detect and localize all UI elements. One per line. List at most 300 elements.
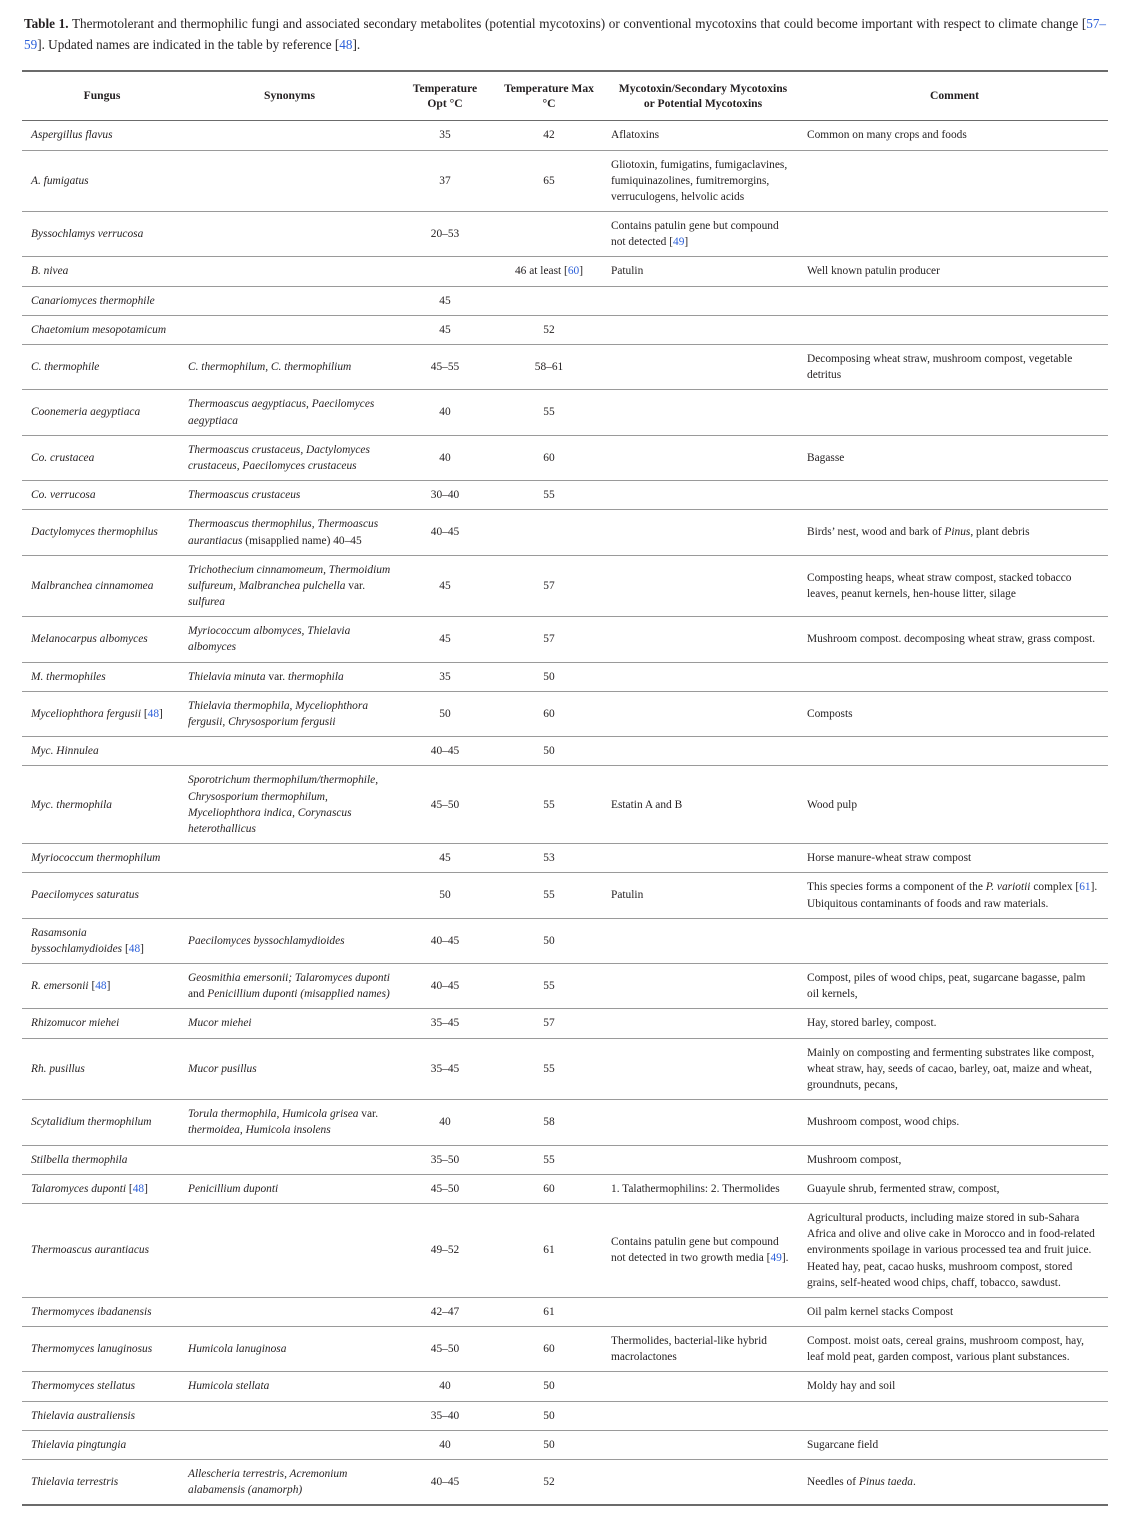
cell-synonyms [182,1401,397,1430]
comment-text-end: , plant debris [970,526,1030,539]
cell-comment [801,964,1108,1009]
cell-temperature-max [493,212,605,257]
cell-temperature-max [493,1430,605,1459]
comment-species-name: Pinus taeda [858,1476,913,1489]
cell-mycotoxin [605,1100,801,1145]
cell-comment [801,257,1108,286]
cell-temperature-opt [397,1372,493,1401]
cell-temperature-opt [397,435,493,480]
cell-fungus [22,121,182,150]
cell-temperature-opt [397,1297,493,1326]
fungus-name: R. emersonii [31,980,92,993]
cell-comment [801,510,1108,555]
cell-temperature-max [493,873,605,918]
temperature-max-value: 55 [543,1153,555,1166]
column-header-temperature-opt-line2: Opt °C [427,97,463,111]
cell-synonyms [182,1009,397,1038]
fungus-ref-close: ] [106,980,111,993]
fungus-name: Chaetomium mesopotamicum [31,323,167,336]
cell-fungus [22,481,182,510]
cell-temperature-max [493,617,605,662]
fungus-name: Stilbella thermophila [31,1153,128,1166]
comment-text: Sugarcane field [807,1438,879,1451]
cell-synonyms [182,390,397,435]
cell-temperature-opt [397,844,493,873]
cell-temperature-max [493,1401,605,1430]
temperature-max-value: 50 [543,934,555,947]
temperature-max-value: 58–61 [534,361,564,374]
table-caption-label: Table 1. [24,16,69,31]
cell-temperature-max [493,691,605,736]
fungus-name: Talaromyces duponti [31,1182,129,1195]
temperature-max-value: 50 [543,745,555,758]
cell-comment [801,345,1108,390]
cell-temperature-max [493,390,605,435]
cell-temperature-max [493,257,605,286]
cell-fungus [22,1145,182,1174]
fungus-name: Thermomyces lanuginosus [31,1343,153,1356]
temperature-max-value: 50 [543,1380,555,1393]
cell-comment [801,1100,1108,1145]
cell-mycotoxin [605,1145,801,1174]
cell-fungus [22,435,182,480]
fungus-name: Thielavia pingtungia [31,1438,127,1451]
synonym-text: Thermoascus crustaceus, Dactylomyces crustaceus, Paecilomyces crustaceus [188,443,370,472]
cell-mycotoxin [605,212,801,257]
cell-synonyms [182,1145,397,1174]
mycotoxin-text: Contains patulin gene but compound not detected [ [611,220,779,249]
cell-temperature-opt [397,286,493,315]
cell-synonyms [182,766,397,844]
cell-synonyms [182,1174,397,1203]
synonym-part-3: sulfurea [188,596,225,609]
cell-synonyms [182,555,397,617]
caption-reference-57-59[interactable]: 57–59 [24,16,1106,52]
temperature-opt-value: 45–55 [430,361,460,374]
fungus-name: Thermomyces stellatus [31,1380,136,1393]
cell-comment [801,617,1108,662]
temperature-opt-value: 45 [439,852,451,865]
cell-temperature-opt [397,737,493,766]
temperature-opt-value: 35 [439,129,451,142]
cell-temperature-opt [397,873,493,918]
fungus-name: Thermomyces ibadanensis [31,1305,152,1318]
temperature-max-value: 55 [543,798,555,811]
cell-temperature-opt [397,1145,493,1174]
synonym-text: C. thermophilum, C. thermophilium [188,361,352,374]
cell-temperature-opt [397,121,493,150]
mycotoxin-text: Thermolides, bacterial-like hybrid macrolactones [611,1335,767,1364]
column-header-mycotoxin [605,71,801,121]
table-row [22,844,1108,873]
cell-temperature-opt [397,1174,493,1203]
fungus-name: Thielavia australiensis [31,1409,136,1422]
comment-text: Mushroom compost, wood chips. [807,1116,960,1129]
table-row [22,1372,1108,1401]
cell-comment [801,844,1108,873]
temperature-max-value: 46 at least [ [514,265,568,278]
table-row [22,1430,1108,1459]
cell-temperature-max [493,1145,605,1174]
comment-text: Needles of [807,1476,859,1489]
table-row [22,1203,1108,1297]
synonym-text: Paecilomyces byssochlamydioides [188,934,345,947]
cell-fungus [22,1297,182,1326]
cell-mycotoxin [605,1038,801,1100]
cell-mycotoxin [605,510,801,555]
fungus-ref-close: ] [159,707,163,720]
table-row [22,1174,1108,1203]
table-header [22,71,1108,121]
temperature-max-value: 55 [543,889,555,902]
comment-text: Decomposing wheat straw, mushroom compost, vegetable detritus [807,353,1073,382]
synonym-text: Myriococcum albomyces, Thielavia albomyces [188,625,351,654]
cell-synonyms [182,315,397,344]
cell-comment [801,555,1108,617]
fungus-name: A. fumigatus [31,174,89,187]
cell-temperature-opt [397,918,493,963]
comment-text: This species forms a component of the [807,881,986,894]
cell-fungus [22,1174,182,1203]
fungus-name: M. thermophiles [31,670,106,683]
cell-mycotoxin [605,1460,801,1506]
table-row [22,315,1108,344]
synonym-text: Humicola lanuginosa [188,1343,287,1356]
synonym-part-3: Penicillium duponti (misapplied names) [207,988,390,1001]
table-row [22,1038,1108,1100]
table-row [22,1297,1108,1326]
fungus-reference[interactable]: 48 [95,980,107,993]
temperature-max-value: 57 [543,579,555,592]
fungus-ref-open: [ [124,942,129,955]
cell-fungus [22,617,182,662]
fungus-name: Dactylomyces thermophilus [31,526,158,539]
cell-mycotoxin [605,390,801,435]
cell-fungus [22,1430,182,1459]
column-header-comment: Comment [930,89,979,103]
cell-fungus [22,345,182,390]
fungus-name: Coonemeria aegyptiaca [31,406,141,419]
cell-fungus [22,844,182,873]
cell-mycotoxin [605,873,801,918]
cell-synonyms [182,662,397,691]
cell-mycotoxin [605,662,801,691]
cell-synonyms [182,1430,397,1459]
column-header-synonyms: Synonyms [264,89,315,103]
cell-mycotoxin [605,555,801,617]
temperature-max-value: 55 [543,980,555,993]
cell-fungus [22,1203,182,1297]
table-row [22,1460,1108,1506]
fungus-ref-close: ] [144,1182,148,1195]
cell-mycotoxin [605,286,801,315]
cell-fungus [22,315,182,344]
comment-text: Horse manure-wheat straw compost [807,852,972,865]
table-body [22,121,1108,1506]
fungus-name: Myc. Hinnulea [31,745,99,758]
cell-mycotoxin [605,345,801,390]
column-header-fungus: Fungus [83,89,121,103]
mycotoxin-text: Patulin [611,889,644,902]
cell-comment [801,121,1108,150]
table-row [22,662,1108,691]
temperature-opt-value: 30–40 [430,489,460,502]
cell-synonyms [182,1372,397,1401]
mycotoxin-text: Gliotoxin, fumigatins, fumigaclavines, fumiquinazolines, fumitremorgins, verruculogens, helvolic acids [611,158,788,203]
temperature-max-value: 42 [543,129,555,142]
temperature-opt-value: 45–50 [430,1182,460,1195]
temperature-opt-value: 37 [439,174,451,187]
cell-mycotoxin [605,844,801,873]
temperature-opt-value: 35–50 [430,1153,460,1166]
cell-mycotoxin [605,737,801,766]
cell-temperature-opt [397,1327,493,1372]
comment-text: Composts [807,707,853,720]
temperature-opt-value: 45–50 [430,1343,460,1356]
table-caption-text-3: ]. [352,36,361,52]
column-header-temperature-opt-line1: Temperature [412,81,478,95]
temperature-opt-value: 45 [439,633,451,646]
table-row [22,1100,1108,1145]
comment-text: Oil palm kernel stacks Compost [807,1305,954,1318]
cell-comment [801,435,1108,480]
fungus-reference[interactable]: 48 [128,942,141,955]
cell-mycotoxin [605,1372,801,1401]
comment-text-mid: complex [ [1030,881,1080,894]
comment-text-end: ]. Ubiquitous contaminants of foods and raw materials. [807,881,1098,910]
caption-reference-48[interactable]: 48 [339,36,353,52]
temperature-max-reference[interactable]: 60 [567,265,580,278]
cell-temperature-max [493,1203,605,1297]
comment-reference[interactable]: 61 [1079,881,1091,894]
cell-temperature-max [493,1174,605,1203]
temperature-max-value: 52 [543,323,555,336]
cell-fungus [22,873,182,918]
cell-temperature-opt [397,555,493,617]
cell-temperature-opt [397,1401,493,1430]
header-row [22,71,1108,121]
cell-temperature-max [493,510,605,555]
cell-fungus [22,1038,182,1100]
cell-temperature-max [493,918,605,963]
cell-temperature-opt [397,150,493,212]
table-row [22,286,1108,315]
cell-comment [801,212,1108,257]
cell-synonyms [182,691,397,736]
cell-temperature-opt [397,617,493,662]
table-row [22,617,1108,662]
temperature-opt-value: 40 [439,406,451,419]
temperature-max-value: 60 [543,451,555,464]
cell-comment [801,1203,1108,1297]
temperature-max-value: 60 [543,1182,555,1195]
cell-temperature-opt [397,1430,493,1459]
cell-mycotoxin [605,617,801,662]
cell-synonyms [182,150,397,212]
cell-comment [801,1430,1108,1459]
cell-mycotoxin [605,1297,801,1326]
comment-text: Moldy hay and soil [807,1380,896,1393]
synonym-part-2: var. [361,1108,379,1121]
cell-temperature-max [493,844,605,873]
cell-mycotoxin [605,1009,801,1038]
synonym-part-1: Geosmithia emersonii; Talaromyces duponti [188,972,390,985]
cell-temperature-opt [397,1100,493,1145]
cell-synonyms [182,737,397,766]
cell-temperature-opt [397,1009,493,1038]
synonym-part-3: thermoidea, Humicola insolens [188,1124,331,1137]
cell-synonyms [182,1038,397,1100]
comment-text: Bagasse [807,451,845,464]
synonym-part-1: Trichothecium cinnamomeum, Thermoidium sulfureum, Malbranchea pulchella [188,563,391,592]
cell-mycotoxin [605,121,801,150]
mycotoxin-text: Patulin [611,265,644,278]
table-row [22,918,1108,963]
cell-comment [801,1174,1108,1203]
temperature-max-suffix: ] [579,265,583,278]
cell-temperature-max [493,121,605,150]
cell-mycotoxin [605,1327,801,1372]
synonym-part-2: and [188,988,208,1001]
cell-temperature-max [493,662,605,691]
synonym-part-2: var. [268,670,288,683]
mycotoxin-suffix: ] [684,236,689,249]
mycotoxin-reference[interactable]: 49 [673,236,685,249]
mycotoxin-reference[interactable]: 49 [770,1252,782,1265]
cell-temperature-max [493,345,605,390]
cell-synonyms [182,435,397,480]
temperature-opt-value: 35 [439,670,451,683]
cell-fungus [22,918,182,963]
synonym-part-2: var. [348,579,366,592]
cell-mycotoxin [605,315,801,344]
table-row [22,1145,1108,1174]
table-row [22,1401,1108,1430]
cell-synonyms [182,257,397,286]
cell-mycotoxin [605,481,801,510]
cell-temperature-opt [397,964,493,1009]
cell-synonyms [182,286,397,315]
comment-text: Agricultural products, including maize stored in sub-Sahara Africa and olive and olive cake in Morocco and in food-related environments spoilage in various processed tea and fruit juice. Heated hay, peat, cacao husks, mushroom compost, stored grains, self-heated wood chips, chaff, tobacco, sawdust. [807,1211,1095,1289]
temperature-max-value: 50 [543,1409,555,1422]
temperature-max-value: 53 [543,852,555,865]
cell-fungus [22,1401,182,1430]
cell-fungus [22,964,182,1009]
synonym-text: Mucor pusillus [188,1062,257,1075]
fungus-name: Canariomyces thermophile [31,294,155,307]
cell-synonyms [182,212,397,257]
cell-mycotoxin [605,257,801,286]
cell-fungus [22,662,182,691]
temperature-max-value: 52 [543,1476,555,1489]
synonym-text: Thielavia thermophila, Myceliophthora fergusii, Chrysosporium fergusii [188,699,369,728]
table-row [22,1327,1108,1372]
comment-text: Guayule shrub, fermented straw, compost, [807,1182,1000,1195]
cell-fungus [22,286,182,315]
synonym-text: Penicillium duponti [188,1182,279,1195]
temperature-max-value: 60 [543,707,555,720]
synonym-part-1: Allescheria terrestris, Acremonium alabamensis (anamorph) [188,1468,348,1497]
synonym-text: Mucor miehei [188,1017,252,1030]
cell-mycotoxin [605,150,801,212]
table-caption-text-2: ]. Updated names are indicated in the table by reference [ [37,36,340,52]
fungus-name: Myriococcum thermophilum [31,852,161,865]
cell-comment [801,390,1108,435]
cell-temperature-max [493,737,605,766]
cell-synonyms [182,1297,397,1326]
cell-synonyms [182,510,397,555]
cell-temperature-max [493,1460,605,1506]
table-row [22,150,1108,212]
temperature-max-value: 55 [543,489,555,502]
cell-fungus [22,1327,182,1372]
comment-text: Mainly on composting and fermenting substrates like compost, wheat straw, hay, seeds of cacao, barley, oat, maize and wheat, groundnuts, pecans, [807,1046,1095,1091]
comment-text: Composting heaps, wheat straw compost, stacked tobacco leaves, peanut kernels, hen-house litter, silage [807,571,1072,600]
mycotoxin-text: 1. Talathermophilins: 2. Thermolides [611,1182,780,1195]
fungus-ref-open: [ [91,980,96,993]
comment-text-end: . [912,1476,916,1489]
temperature-opt-value: 45–50 [430,798,460,811]
cell-fungus [22,257,182,286]
comment-text: Mushroom compost, [807,1153,902,1166]
column-header-temperature-opt [397,71,493,121]
synonym-part-1: Thermoascus thermophilus, Thermoascus aurantiacus [188,518,379,547]
temperature-max-value: 61 [543,1305,555,1318]
cell-mycotoxin [605,964,801,1009]
cell-comment [801,873,1108,918]
mycotoxin-text: Contains patulin gene but compound not detected in two growth media [ [611,1236,779,1265]
cell-mycotoxin [605,1203,801,1297]
cell-comment [801,1401,1108,1430]
cell-synonyms [182,918,397,963]
temperature-opt-value: 45 [439,294,451,307]
temperature-max-value: 55 [543,1062,555,1075]
comment-text: Compost, piles of wood chips, peat, sugarcane bagasse, palm oil kernels, [807,972,1086,1001]
cell-temperature-max [493,1038,605,1100]
cell-temperature-opt [397,390,493,435]
synonym-text: Humicola stellata [188,1380,270,1393]
cell-temperature-max [493,964,605,1009]
mycotoxin-text: Aflatoxins [611,129,660,142]
cell-temperature-max [493,315,605,344]
column-header-temperature-max: Temperature Max °C [504,81,594,111]
temperature-max-value: 57 [543,633,555,646]
temperature-opt-value: 45 [439,579,451,592]
temperature-max-value: 55 [543,406,555,419]
cell-comment [801,150,1108,212]
cell-synonyms [182,617,397,662]
fungus-name: Malbranchea cinnamomea [31,579,154,592]
cell-synonyms [182,1203,397,1297]
fungus-reference[interactable]: 48 [132,1182,145,1195]
temperature-opt-value: 40–45 [430,526,460,539]
fungus-name: Myc. thermophila [31,798,112,811]
cell-temperature-max [493,286,605,315]
fungus-name: Thielavia terrestris [31,1476,119,1489]
fungus-ref-open: [ [128,1182,133,1195]
comment-text: Compost. moist oats, cereal grains, mushroom compost, hay, leaf mold peat, garden compost, various plant substances. [807,1335,1085,1364]
cell-mycotoxin [605,435,801,480]
cell-fungus [22,555,182,617]
fungus-name: Thermoascus aurantiacus [31,1244,150,1257]
table-row [22,257,1108,286]
fungus-reference[interactable]: 48 [147,707,160,720]
cell-comment [801,286,1108,315]
cell-temperature-opt [397,212,493,257]
temperature-opt-value: 50 [439,889,451,902]
cell-temperature-opt [397,1038,493,1100]
cell-temperature-opt [397,1460,493,1506]
